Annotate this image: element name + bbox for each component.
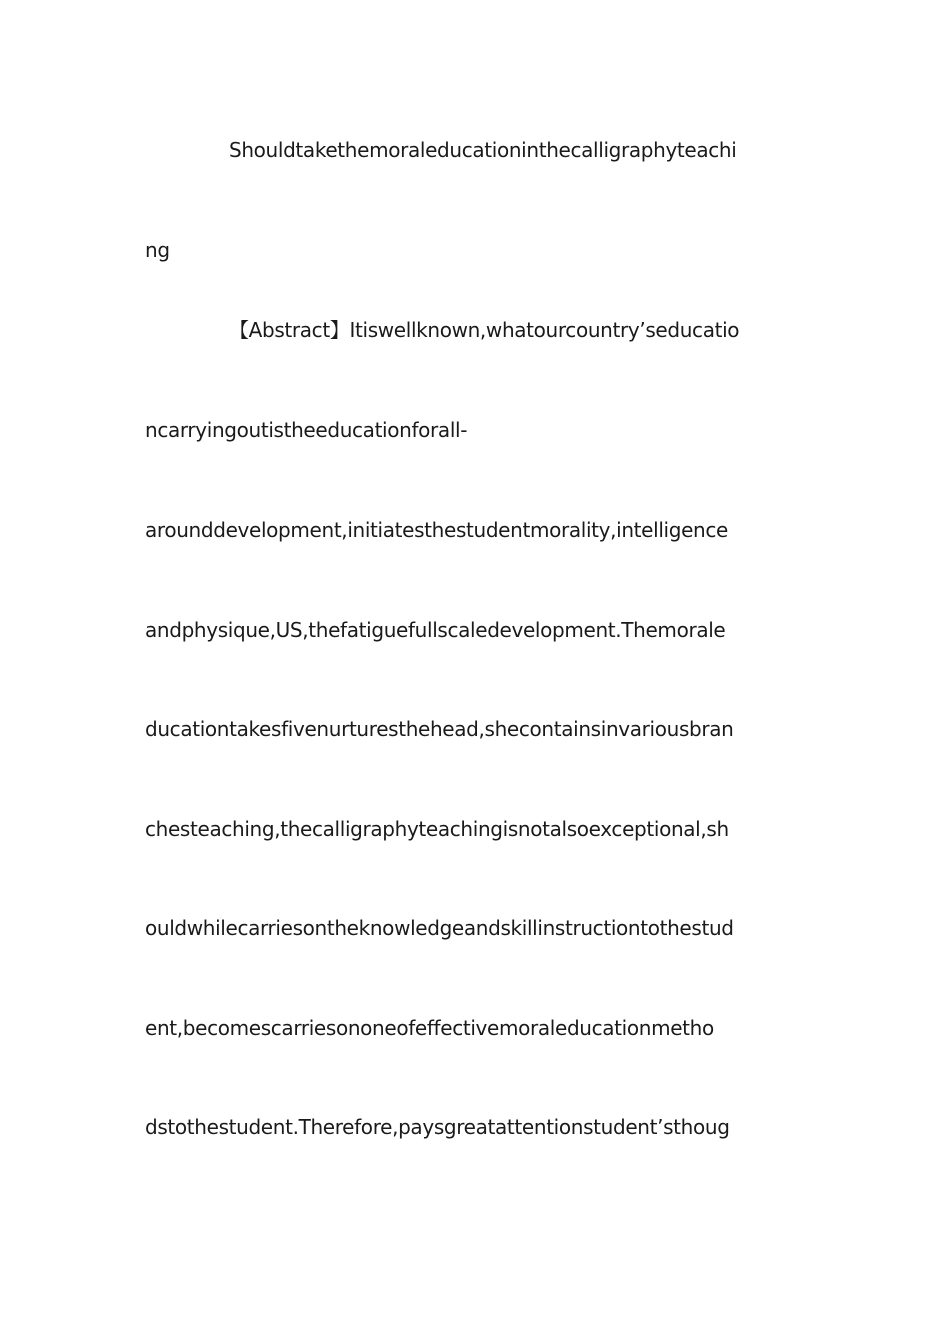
abstract-line-8: ent,becomescarriesononeofeffectivemoraleducationmetho	[145, 1016, 714, 1040]
abstract-line-9: dstothestudent.Therefore,paysgreatattentionstudent’sthoug	[145, 1115, 730, 1139]
abstract-line-2: ncarryingoutistheeducationforall-	[145, 418, 468, 442]
abstract-line-3: arounddevelopment,initiatesthestudentmorality,intelligence	[145, 518, 728, 542]
title-line-2: ng	[145, 238, 170, 262]
title-line-1: Shouldtakethemoraleducationinthecalligraphyteachi	[229, 138, 737, 162]
abstract-line-4: andphysique,US,thefatiguefullscaledevelopment.Themorale	[145, 618, 726, 642]
abstract-line-6: chesteaching,thecalligraphyteachingisnotalsoexceptional,sh	[145, 817, 729, 841]
abstract-line-5: ducationtakesfivenurturesthehead,shecontainsinvariousbran	[145, 717, 734, 741]
abstract-line-1: 【Abstract】Itiswellknown,whatourcountry’seducatio	[229, 318, 740, 342]
abstract-line-7: ouldwhilecarriesontheknowledgeandskillinstructiontothestud	[145, 916, 734, 940]
